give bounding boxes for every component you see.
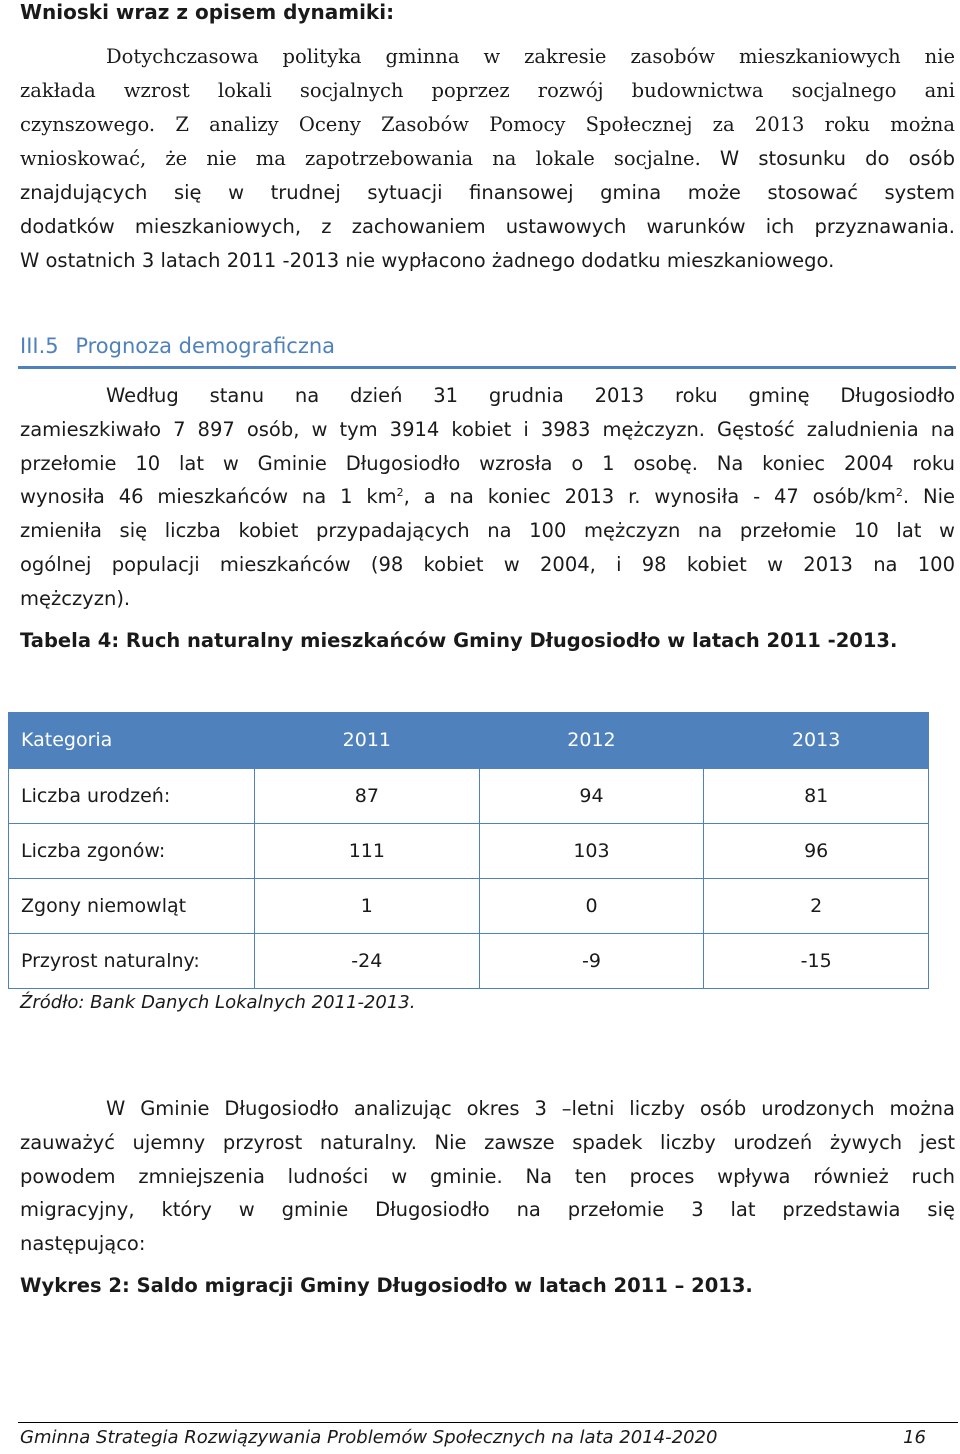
table-cell: 81 bbox=[704, 769, 929, 824]
section-divider bbox=[18, 366, 956, 369]
paragraph-line: migracyjny, który w gminie Długosiodło na przełomie 3 lat przedstawia się bbox=[20, 1198, 955, 1222]
table-cell: 96 bbox=[704, 824, 929, 879]
table-cell: -15 bbox=[704, 934, 929, 989]
table-cell: 1 bbox=[255, 879, 480, 934]
migration-paragraph bbox=[20, 1092, 955, 1261]
footer-divider bbox=[18, 1422, 958, 1423]
table-cell: -24 bbox=[255, 934, 480, 989]
paragraph-line: znajdujących się w trudnej sytuacji finansowej gmina może stosować system bbox=[20, 181, 955, 204]
paragraph-line: przełomie 10 lat w Gminie Długosiodło wzrosła o 1 osobę. Na koniec 2004 roku bbox=[20, 451, 955, 475]
table-cell: 0 bbox=[479, 879, 704, 934]
natural-movement-table bbox=[8, 712, 929, 989]
table-row bbox=[9, 879, 929, 934]
table-header-cell: 2011 bbox=[255, 712, 480, 769]
table-cell: -9 bbox=[479, 934, 704, 989]
table-header-cell: Kategoria bbox=[9, 712, 255, 769]
superscript: 2 bbox=[396, 486, 404, 500]
paragraph-line bbox=[20, 142, 955, 176]
chart-caption: Wykres 2: Saldo migracji Gminy Długosiodło w latach 2011 – 2013. bbox=[20, 1274, 753, 1297]
table-cell: 94 bbox=[479, 769, 704, 824]
table-cell: 87 bbox=[255, 769, 480, 824]
conclusions-paragraph bbox=[20, 40, 955, 278]
table-header-cell: 2013 bbox=[704, 712, 929, 769]
section-heading bbox=[20, 334, 335, 358]
paragraph-fragment: W stosunku do osób bbox=[719, 147, 955, 170]
paragraph-fragment: , a na koniec 2013 r. wynosiła - 47 osób/km bbox=[403, 485, 896, 509]
table-cell: Zgony niemowląt bbox=[9, 879, 255, 934]
conclusions-heading: Wnioski wraz z opisem dynamiki: bbox=[20, 0, 395, 24]
paragraph-fragment: wynosiła 46 mieszkańców na 1 km bbox=[20, 485, 397, 509]
superscript: 2 bbox=[895, 486, 903, 500]
paragraph-line: powodem zmniejszenia ludności w gminie. Na ten proces wpływa również ruch bbox=[20, 1164, 955, 1188]
table-row bbox=[9, 824, 929, 879]
table-cell: 2 bbox=[704, 879, 929, 934]
table-cell: 103 bbox=[479, 824, 704, 879]
table-caption: Tabela 4: Ruch naturalny mieszkańców Gminy Długosiodło w latach 2011 -2013. bbox=[20, 629, 898, 652]
paragraph-line: Według stanu na dzień 31 grudnia 2013 roku gminę Długosiodło bbox=[106, 384, 955, 407]
table-cell: Przyrost naturalny: bbox=[9, 934, 255, 989]
paragraph-line: zamieszkiwało 7 897 osób, w tym 3914 kobiet i 3983 mężczyzn. Gęstość zaludnienia na bbox=[20, 417, 955, 441]
table-source-note: Źródło: Bank Danych Lokalnych 2011-2013. bbox=[20, 992, 416, 1013]
paragraph-line: następująco: bbox=[20, 1232, 146, 1256]
paragraph-line: W ostatnich 3 latach 2011 -2013 nie wypłacono żadnego dodatku mieszkaniowego. bbox=[20, 249, 835, 272]
paragraph-line: zmieniła się liczba kobiet przypadających na 100 mężczyzn na przełomie 10 lat w bbox=[20, 519, 955, 543]
paragraph-line: W Gminie Długosiodło analizując okres 3 –letni liczby osób urodzonych można bbox=[106, 1097, 955, 1120]
paragraph-line: czynszowego. Z analizy Oceny Zasobów Pomocy Społecznej za 2013 roku można bbox=[20, 113, 955, 136]
table-cell: Liczba zgonów: bbox=[9, 824, 255, 879]
section-title: Prognoza demograficzna bbox=[75, 334, 336, 358]
paragraph-line: dodatków mieszkaniowych, z zachowaniem ustawowych warunków ich przyznawania. bbox=[20, 215, 955, 238]
paragraph-line: ogólnej populacji mieszkańców (98 kobiet w 2004, i 98 kobiet w 2013 na 100 bbox=[20, 552, 955, 576]
paragraph-line: Dotychczasowa polityka gminna w zakresie zasobów mieszkaniowych nie bbox=[106, 45, 955, 68]
paragraph-line bbox=[20, 480, 955, 514]
paragraph-line: zauważyć ujemny przyrost naturalny. Nie zawsze spadek liczby urodzeń żywych jest bbox=[20, 1130, 955, 1154]
page-number: 16 bbox=[903, 1427, 926, 1448]
table-header-row bbox=[9, 712, 929, 769]
paragraph-fragment: wnioskować, że nie ma zapotrzebowania na lokale socjalne. bbox=[20, 147, 701, 170]
paragraph-line: mężczyzn). bbox=[20, 586, 131, 610]
footer-title: Gminna Strategia Rozwiązywania Problemów Społecznych na lata 2014-2020 bbox=[20, 1427, 718, 1448]
table-cell: Liczba urodzeń: bbox=[9, 769, 255, 824]
table-header-cell: 2012 bbox=[479, 712, 704, 769]
section-number: III.5 bbox=[20, 334, 59, 358]
table-row bbox=[9, 934, 929, 989]
table-row bbox=[9, 769, 929, 824]
table-cell: 111 bbox=[255, 824, 480, 879]
paragraph-line: zakłada wzrost lokali socjalnych poprzez rozwój budownictwa socjalnego ani bbox=[20, 79, 955, 102]
paragraph-fragment: . Nie bbox=[902, 485, 955, 509]
demography-paragraph bbox=[20, 379, 955, 616]
